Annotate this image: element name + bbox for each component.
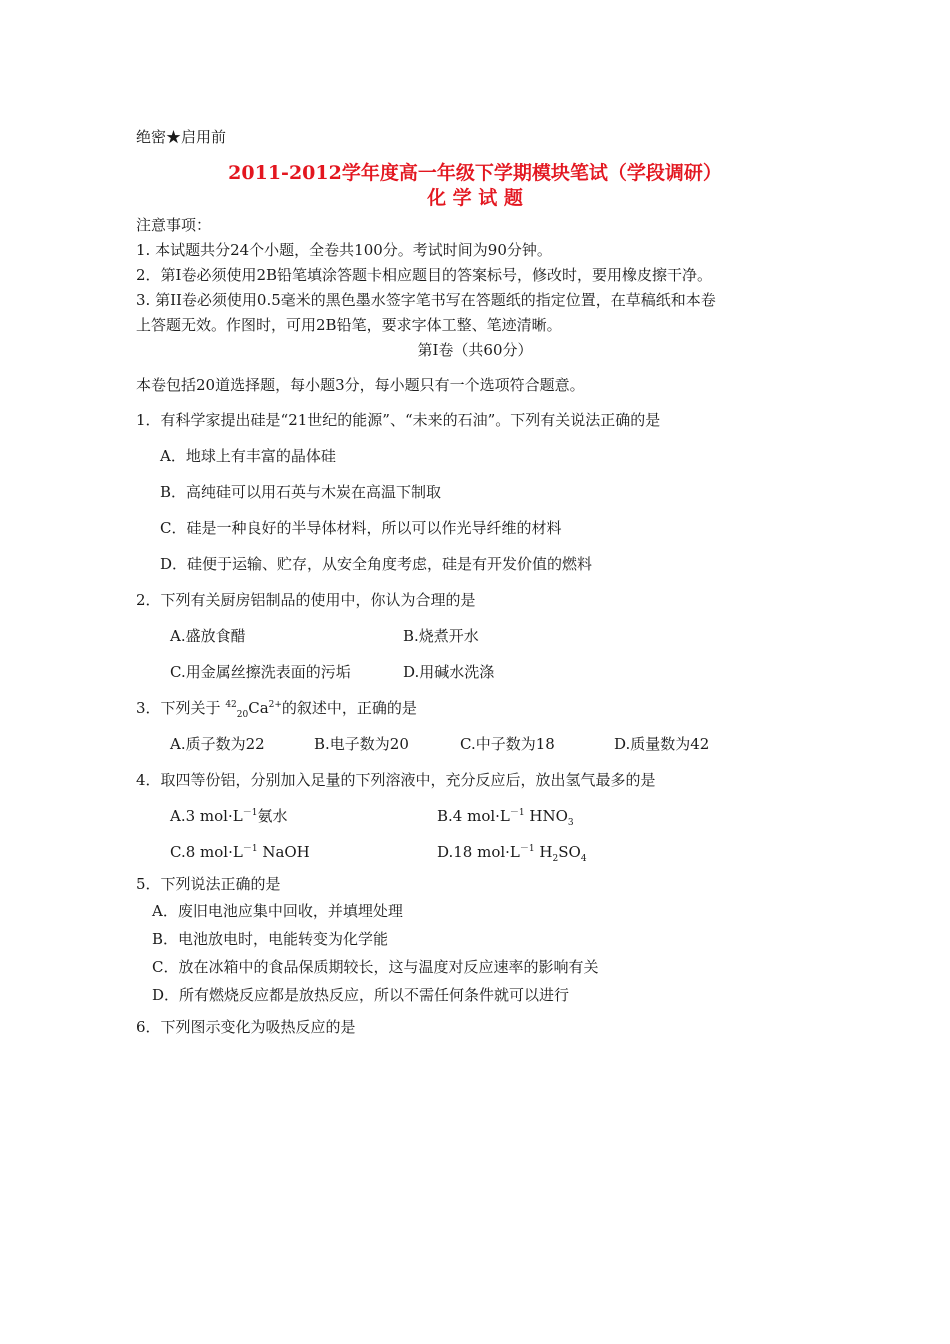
isotope-atomic-number: 20	[236, 710, 249, 720]
question-4-stem: 4．取四等份铝，分别加入足量的下列溶液中，充分反应后，放出氢气最多的是	[136, 771, 656, 789]
option-d-subscript-1: 2	[552, 854, 559, 864]
question-5-option-a: A．废旧电池应集中回收，并填埋处理	[152, 902, 403, 920]
note-item-3-continued: 上答题无效。作图时，可用2B铅笔，要求字体工整、笔迹清晰。	[136, 316, 562, 334]
question-3-stem	[136, 698, 417, 718]
question-1-option-c: C．硅是一种良好的半导体材料，所以可以作光导纤维的材料	[160, 519, 562, 537]
option-d-exponent: －1	[519, 844, 535, 854]
question-5-option-d: D．所有燃烧反应都是放热反应，所以不需任何条件就可以进行	[152, 986, 570, 1004]
question-1-stem: 1．有科学家提出硅是“21世纪的能源”、“未来的石油”。下列有关说法正确的是	[136, 411, 661, 429]
question-1-option-a: A．地球上有丰富的晶体硅	[160, 447, 336, 465]
option-b-concentration: B.4 mol·L	[437, 807, 510, 825]
question-3-option-b: B.电子数为20	[314, 735, 409, 753]
question-6-stem: 6．下列图示变化为吸热反应的是	[136, 1018, 356, 1036]
note-item-1: 1. 本试题共分24个小题，全卷共100分。考试时间为90分钟。	[136, 241, 552, 259]
option-c-concentration: C.8 mol·L	[170, 843, 243, 861]
option-c-exponent: －1	[242, 844, 258, 854]
subject-title: 化 学 试 题	[427, 187, 523, 209]
isotope-mass-number: 42	[225, 700, 237, 710]
question-2-option-d: D.用碱水洗涤	[403, 663, 495, 681]
question-5-stem: 5．下列说法正确的是	[136, 875, 281, 893]
question-3-option-a: A.质子数为22	[170, 735, 265, 753]
question-4-option-b	[437, 806, 574, 826]
option-d-concentration: D.18 mol·L	[437, 843, 520, 861]
option-a-exponent: －1	[242, 808, 258, 818]
question-2-option-b: B.烧煮开水	[403, 627, 479, 645]
question-4-option-d	[437, 842, 587, 862]
option-d-solution-part2: SO	[558, 843, 581, 861]
question-3-stem-prefix: 3．下列关于	[136, 699, 226, 717]
question-3-stem-suffix: 的叙述中，正确的是	[281, 699, 417, 717]
question-1-option-b: B．高纯硅可以用石英与木炭在高温下制取	[160, 483, 442, 501]
question-2-stem: 2．下列有关厨房铝制品的使用中，你认为合理的是	[136, 591, 476, 609]
ion-charge: 2+	[268, 700, 282, 710]
question-5-option-b: B．电池放电时，电能转变为化学能	[152, 930, 389, 948]
option-b-solution: HNO	[524, 807, 568, 825]
section-intro: 本卷包括20道选择题，每小题3分，每小题只有一个选项符合题意。	[136, 376, 585, 394]
option-a-solution: 氨水	[257, 807, 288, 825]
note-item-2: 2．第I卷必须使用2B铅笔填涂答题卡相应题目的答案标号，修改时，要用橡皮擦干净。	[136, 266, 713, 284]
option-d-subscript-2: 4	[580, 854, 587, 864]
question-2-option-c: C.用金属丝擦洗表面的污垢	[170, 663, 351, 681]
question-5-option-c: C．放在冰箱中的食品保质期较长，这与温度对反应速率的影响有关	[152, 958, 599, 976]
option-a-concentration: A.3 mol·L	[170, 807, 243, 825]
option-b-exponent: －1	[509, 808, 525, 818]
question-4-option-a	[170, 806, 287, 826]
option-c-solution: NaOH	[257, 843, 310, 861]
question-2-option-a: A.盛放食醋	[170, 627, 246, 645]
section-heading: 第I卷（共60分）	[417, 341, 533, 359]
exam-title: 2011-2012学年度高一年级下学期模块笔试（学段调研）	[228, 162, 722, 184]
note-item-3: 3. 第II卷必须使用0.5毫米的黑色墨水签字笔书写在答题纸的指定位置，在草稿纸和本卷	[136, 291, 716, 309]
notes-heading: 注意事项：	[136, 216, 212, 234]
question-3-option-d: D.质量数为42	[614, 735, 710, 753]
option-d-solution-part1: H	[534, 843, 553, 861]
question-4-option-c	[170, 842, 310, 862]
option-b-subscript: 3	[567, 818, 574, 828]
question-1-option-d: D．硅便于运输、贮存，从安全角度考虑，硅是有开发价值的燃料	[160, 555, 593, 573]
confidential-mark: 绝密★启用前	[136, 128, 227, 146]
isotope-element-symbol: Ca	[248, 699, 269, 717]
question-3-option-c: C.中子数为18	[460, 735, 555, 753]
